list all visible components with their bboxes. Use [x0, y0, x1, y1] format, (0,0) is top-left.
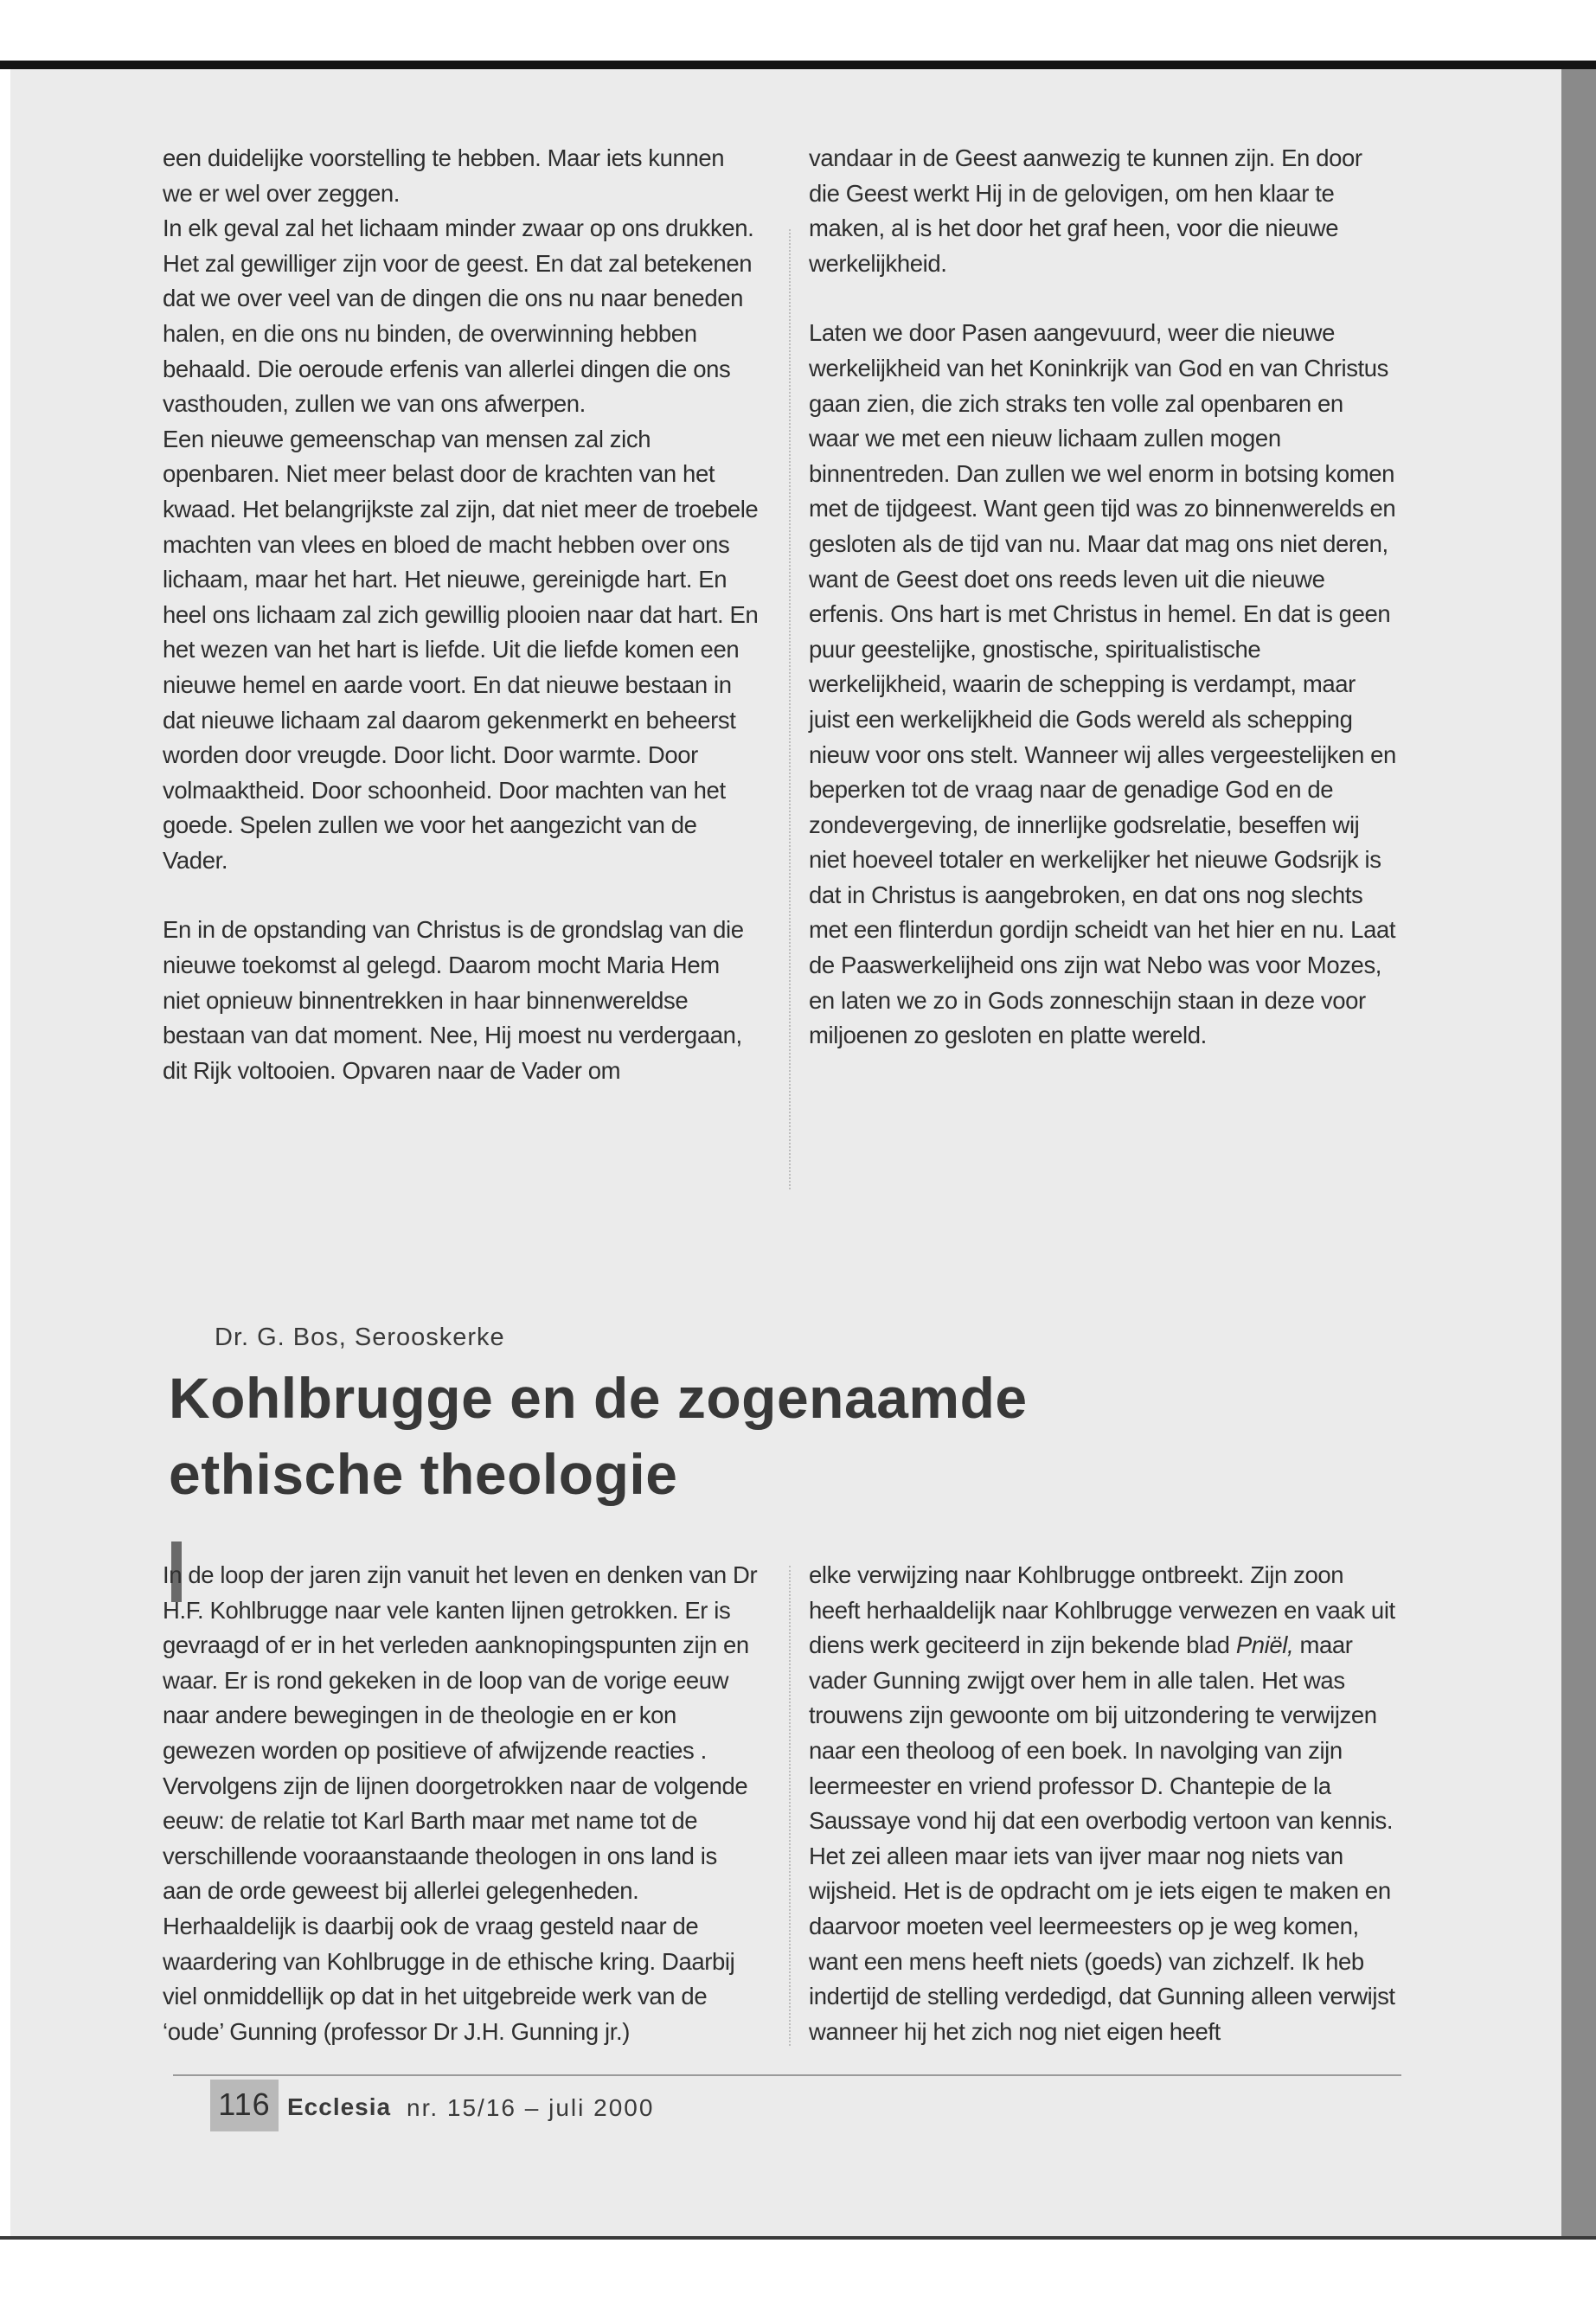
article-left-column [163, 1558, 760, 2049]
paragraph [809, 1558, 1397, 2049]
paragraph: En in de opstanding van Christus is de grondslag van die nieuwe toekomst al gelegd. Daarom mocht Maria Hem niet opnieuw binnentrekken in haar binnenwereldse bestaan van dat moment. Nee, Hij moest nu verdergaan, dit Rijk voltooien. Opvaren naar de Vader om [163, 916, 744, 1084]
title-line: ethische theologie [169, 1442, 678, 1506]
upper-right-column [809, 141, 1397, 1054]
issue-label: nr. 15/16 – juli 2000 [407, 2094, 655, 2121]
article-author: Dr. G. Bos, Serooskerke [215, 1324, 505, 1351]
paragraph: Laten we door Pasen aangevuurd, weer die nieuwe werkelijkheid van het Koninkrijk van God en van Christus gaan zien, die zich straks ten volle zal openbaren en waar we met een nieuw lichaam zullen mogen binnentreden. Dan zullen we wel enorm in botsing komen met de tijdgeest. Want geen tijd was zo binnenwerelds en gesloten als de tijd van nu. Maar dat mag ons niet deren, want de Geest doet ons reeds leven uit die nieuwe erfenis. Ons hart is met Christus in hemel. En dat is geen puur geestelijke, gnostische, spiritualistische werkelijkheid, waarin de schepping is verdampt, maar juist een werkelijkheid die Gods wereld als schepping nieuw voor ons stelt. Wanneer wij alles vergeestelijken en beperken tot de vraag naar de genadige God en de zondevergeving, de innerlijke godsrelatie, beseffen wij niet hoeveel totaler en werkelijker het nieuwe Godsrijk is dat in Christus is aangebroken, en dat ons nog slechts met een flinterdun gordijn scheidt van het hier en nu. Laat de Paaswerkelijheid ons zijn wat Nebo was voor Mozes, en laten we zo in Gods zonneschijn staan in deze voor miljoenen zo gesloten en platte wereld. [809, 319, 1396, 1049]
text-run: elke verwijzing naar Kohlbrugge ontbreekt. Zijn zoon heeft herhaaldelijk naar Kohlbrugge verwezen en vaak uit diens werk geciteerd in zijn bekende blad [809, 1561, 1395, 1659]
paragraph: In de loop der jaren zijn vanuit het leven en denken van Dr H.F. Kohlbrugge naar vele kanten lijnen getrokken. Er is gevraagd of er in het verleden aanknopingspunten zijn en waar. Er is rond gekeken in de loop van de vorige eeuw naar andere bewegingen in de theologie en er kon gewezen worden op positieve of afwijzende reacties . Vervolgens zijn de lijnen doorgetrokken naar de volgende eeuw: de relatie tot Karl Barth maar met name tot de verschillende vooraanstaande theologen in ons land is aan de orde geweest bij allerlei gelegenheden. Herhaaldelijk is daarbij ook de vraag gesteld naar de waardering van Kohlbrugge in de ethische kring. Daarbij viel onmiddellijk op dat in het uitgebreide werk van de ‘oude’ Gunning (professor Dr J.H. Gunning jr.) [163, 1561, 758, 2045]
title-line: Kohlbrugge en de zogenaamde [169, 1366, 1028, 1430]
magazine-name: Ecclesia [287, 2093, 392, 2120]
text-run: maar vader Gunning zwijgt over hem in alle talen. Het was trouwens zijn gewoonte om bij uitzondering te verwijzen naar een theoloog of een boek. In navolging van zijn leermeester en vriend professor D. Chantepie de la Saussaye vond hij dat een overbodig vertoon van kennis. Het zei alleen maar iets van ijver maar nog niets van wijsheid. Het is de opdracht om je iets eigen te maken en daarvoor moeten veel leermeesters op je weg komen, want een mens heeft niets (goeds) van zichzelf. Ik heb indertijd de stelling verdedigd, dat Gunning alleen verwijst wanneer hij het zich nog niet eigen heeft [809, 1631, 1395, 2045]
paragraph: vandaar in de Geest aanwezig te kunnen zijn. En door die Geest werkt Hij in de gelovigen, om hen klaar te maken, al is het door het graf heen, voor die nieuwe werkelijkheid. [809, 144, 1362, 277]
paragraph: een duidelijke voorstelling te hebben. Maar iets kunnen we er wel over zeggen. [163, 144, 725, 207]
article-title [169, 1360, 1293, 1512]
scan-bottom-margin [0, 2236, 1596, 2301]
next-page-edge [1561, 69, 1596, 2236]
column-divider [789, 1566, 791, 2046]
paragraph: Een nieuwe gemeenschap van mensen zal zich openbaren. Niet meer belast door de krachten van het kwaad. Het belangrijkste zal zijn, dat niet meer de troebele machten van vlees en bloed de macht hebben over ons lichaam, maar het hart. Het nieuwe, gereinigde hart. En heel ons lichaam zal zich gewillig plooien naar dat hart. En het wezen van het hart is liefde. Uit die liefde komen een nieuwe hemel en aarde voort. En dat nieuwe bestaan in dat nieuwe lichaam zal daarom gekenmerkt en beheerst worden door vreugde. Door licht. Door warmte. Door volmaaktheid. Door schoonheid. Door machten van het goede. Spelen zullen we voor het aangezicht van de Vader. [163, 425, 759, 874]
article-right-column [809, 1558, 1397, 2049]
scan-top-edge [0, 61, 1596, 69]
scan-top-margin [0, 0, 1596, 61]
scan-bottom-edge [0, 2236, 1596, 2240]
publication-name: Pniël, [1235, 1631, 1294, 1659]
column-divider [789, 229, 791, 1189]
footer-rule [173, 2074, 1401, 2076]
paragraph: In elk geval zal het lichaam minder zwaar op ons drukken. Het zal gewilliger zijn voor de geest. En dat zal betekenen dat we over veel van de dingen die ons nu naar beneden halen, en die ons nu binden, de overwinning hebben behaald. Die oeroude erfenis van allerlei dingen die ons vasthouden, zullen we van ons afwerpen. [163, 215, 754, 418]
upper-left-column [163, 141, 760, 1088]
page-number: 116 [218, 2086, 271, 2122]
